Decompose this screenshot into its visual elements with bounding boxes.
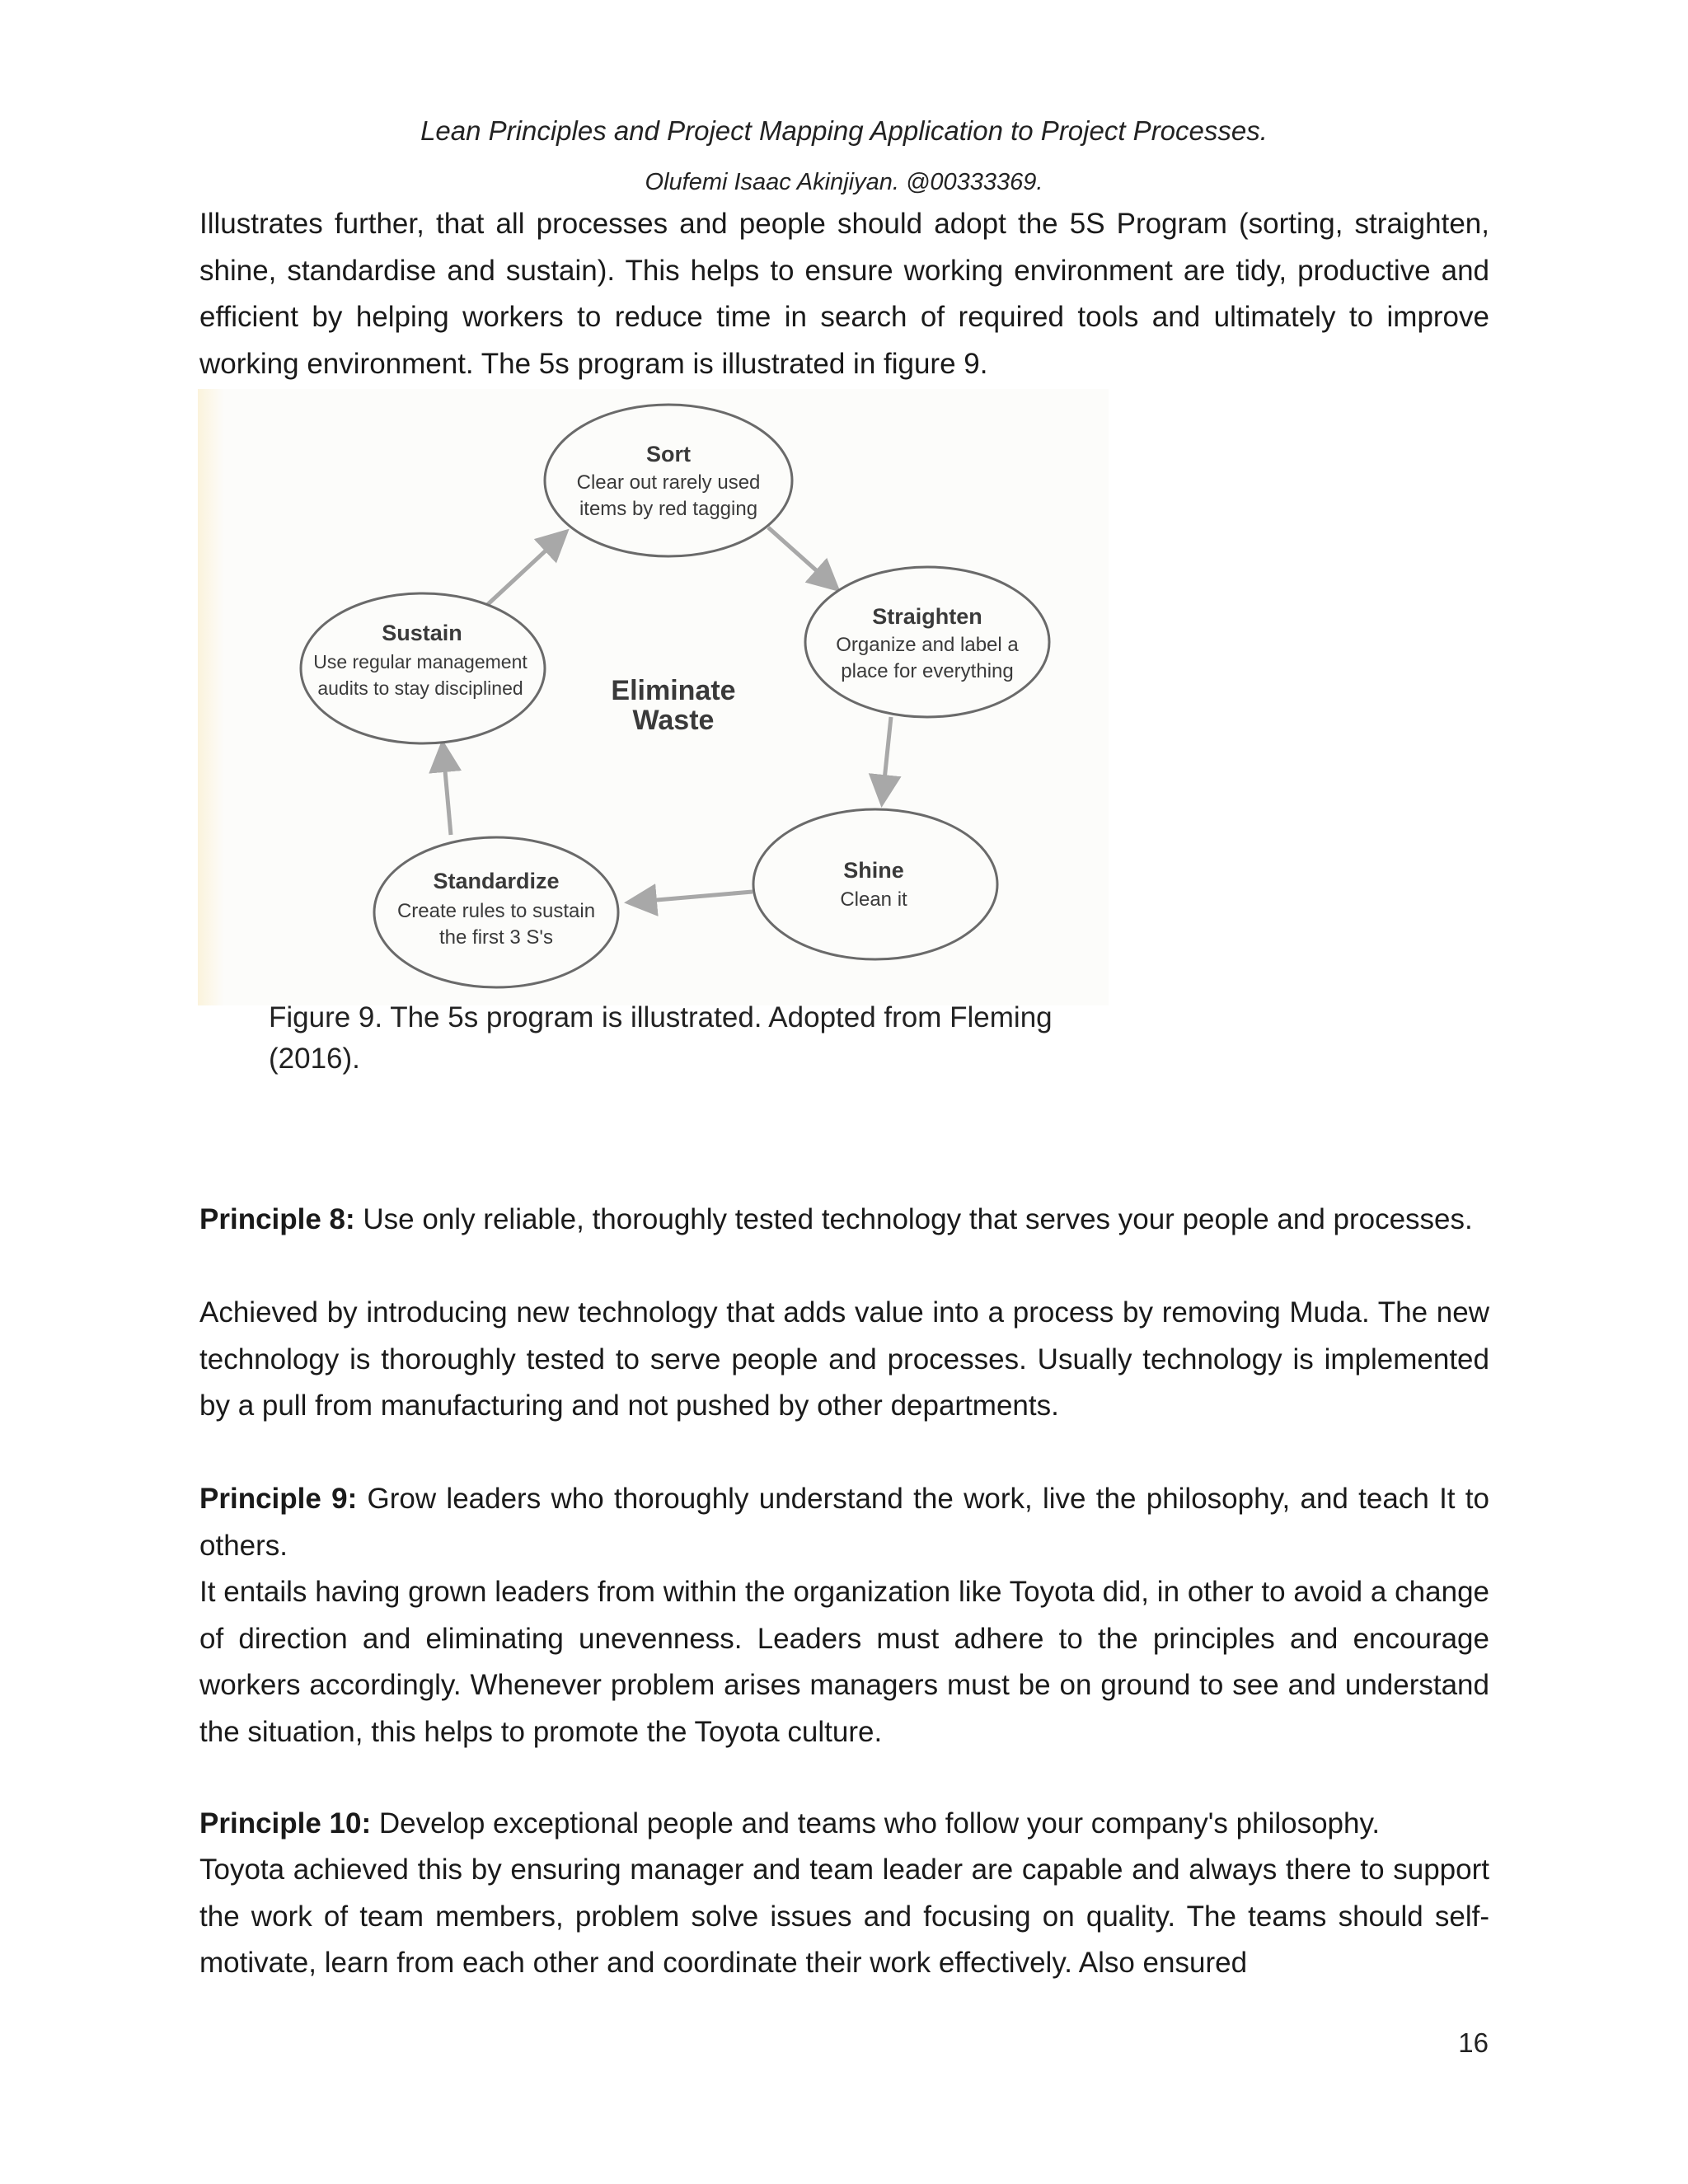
- node-straighten-line1: Organize and label a: [836, 634, 1019, 656]
- node-sort-line2: items by red tagging: [579, 498, 758, 520]
- principle-9-body: It entails having grown leaders from within the organization like Toyota did, in other to avoid a change of direction and eliminating unevenness. Leaders must adhere to the principles and encourage workers accordingly. Whenever problem arises managers must be on ground to see and understand the situation, this helps to promote the Toyota culture.: [199, 1576, 1489, 1748]
- center-label-eliminate: Eliminate: [611, 675, 736, 706]
- principle-10-body: Toyota achieved this by ensuring manager and team leader are capable and always there to support the work of team members, problem solve issues and focusing on quality. The teams should self-motivate, learn from each other and coordinate their work effectively. Also ensured: [199, 1854, 1489, 1979]
- running-header-title: Lean Principles and Project Mapping Application to Project Processes.: [420, 115, 1268, 146]
- arrow-shine-to-standardize: [628, 892, 753, 902]
- figure-caption-line1: Figure 9. The 5s program is illustrated. Adopted from Fleming: [269, 1001, 1053, 1033]
- node-shine-title: Shine: [843, 858, 904, 883]
- arrow-sustain-to-sort: [486, 532, 566, 606]
- principle-8-body: Achieved by introducing new technology that adds value into a process by removing Muda. The new technology is thoroughly tested to serve people and processes. Usually technology is implemented by a pull from manufacturing and not pushed by other departments.: [199, 1296, 1489, 1422]
- principle-8-text: Use only reliable, thoroughly tested technology that serves your people and processes.: [354, 1203, 1473, 1235]
- node-straighten-line2: place for everything: [841, 660, 1014, 682]
- principle-10-statement: [199, 1801, 1489, 1848]
- principle-10-label: Principle 10:: [199, 1807, 372, 1840]
- node-standardize-line2: the first 3 S's: [439, 926, 553, 949]
- intro-paragraph: Illustrates further, that all processes and people should adopt the 5S Program (sorting, straighten, shine, standardise and sustain). This helps to ensure working environment are tidy, productive and efficient by helping workers to reduce time in search of required tools and ultimately to improve working environment. The 5s program is illustrated in figure 9.: [199, 208, 1489, 380]
- arrow-standardize-to-sustain: [443, 743, 451, 835]
- node-shine-line1: Clean it: [840, 888, 907, 911]
- node-standardize-title: Standardize: [433, 869, 560, 893]
- node-standardize-line1: Create rules to sustain: [396, 900, 596, 922]
- principle-8-statement: [199, 1197, 1489, 1244]
- principle-10-text: Develop exceptional people and teams who follow your company's philosophy.: [371, 1807, 1381, 1840]
- principle-8-label: Principle 8:: [199, 1203, 355, 1235]
- node-shine-ellipse: [753, 809, 997, 959]
- node-straighten-title: Straighten: [872, 604, 982, 629]
- center-label-waste: Waste: [632, 705, 715, 736]
- node-sustain-title: Sustain: [382, 621, 462, 645]
- arrow-sort-to-straighten: [768, 527, 837, 589]
- principle-9-text: Grow leaders who thoroughly understand the work, live the philosophy, and teach It to others.: [199, 1483, 1489, 1562]
- arrow-straighten-to-shine: [882, 717, 891, 804]
- node-sustain-line2: audits to stay disciplined: [317, 677, 523, 699]
- figure-caption: [269, 997, 1175, 1080]
- page-number: 16: [1458, 2027, 1489, 2058]
- figure-caption-line2: (2016).: [269, 1043, 360, 1075]
- running-header-author: Olufemi Isaac Akinjiyan. @00333369.: [645, 169, 1043, 195]
- node-sort-line1: Clear out rarely used: [576, 471, 761, 494]
- node-sustain-line1: Use regular management: [313, 651, 528, 673]
- node-sort-title: Sort: [646, 442, 691, 466]
- principle-9-label: Principle 9:: [199, 1483, 358, 1515]
- principle-9-statement: [199, 1476, 1489, 1569]
